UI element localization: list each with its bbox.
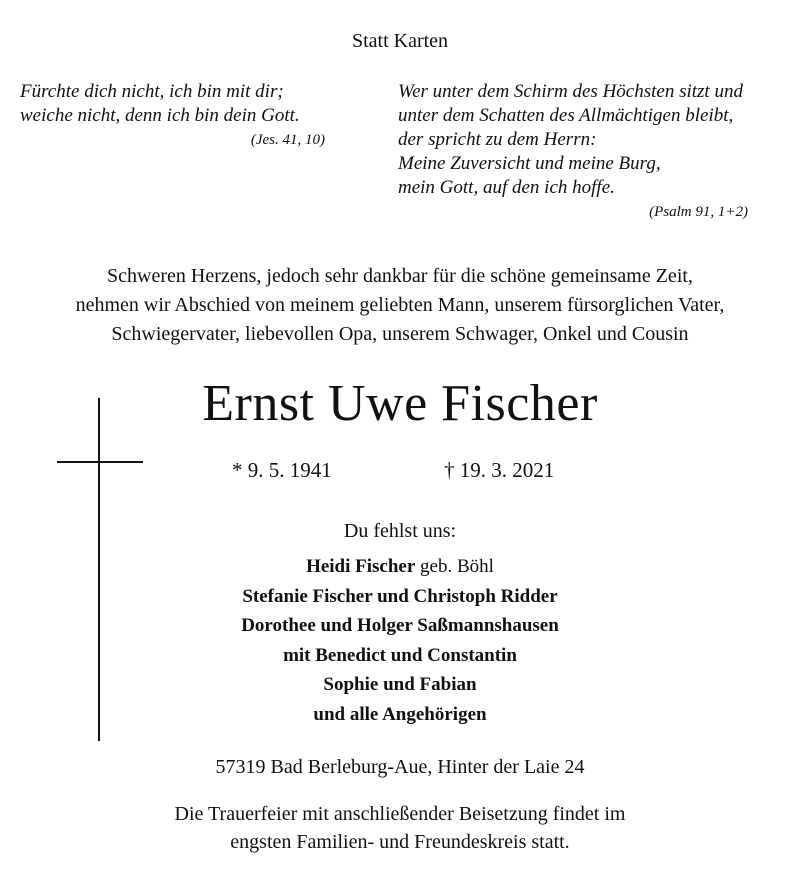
death-date: † 19. 3. 2021: [444, 458, 555, 482]
verse-reference: (Psalm 91, 1+2): [649, 204, 748, 220]
mourner-line: [0, 582, 800, 612]
mourner-name: Sophie und Fabian: [323, 674, 477, 696]
header-statt-karten: Statt Karten: [351, 30, 449, 52]
mourner-line: [0, 670, 800, 700]
funeral-info: [0, 800, 800, 856]
verse-reference: (Jes. 41, 10): [250, 132, 325, 148]
mourner-line: [0, 611, 800, 641]
mourners-list: [0, 552, 800, 730]
mourner-line: [0, 641, 800, 671]
deceased-name: Ernst Uwe Fischer: [202, 375, 598, 432]
verse-line: Wer unter dem Schirm des Höchsten sitzt und: [398, 81, 743, 102]
intro-line: Schwiegervater, liebevollen Opa, unserem Schwager, Onkel und Cousin: [111, 323, 689, 345]
intro-line: Schweren Herzens, jedoch sehr dankbar für die schöne gemeinsame Zeit,: [107, 265, 693, 287]
verse-line: Meine Zuversicht und meine Burg,: [398, 153, 661, 174]
verse-line: Fürchte dich nicht, ich bin mit dir;: [20, 81, 284, 102]
verse-line: weiche nicht, denn ich bin dein Gott.: [20, 105, 300, 126]
intro-line: nehmen wir Abschied von meinem geliebten Mann, unserem fürsorglichen Vater,: [75, 294, 725, 316]
birth-date: * 9. 5. 1941: [232, 458, 332, 482]
cross-icon-horizontal-bar: [57, 461, 143, 463]
missed-text: Du fehlst uns:: [343, 520, 457, 542]
mourner-name: und alle Angehörigen: [313, 703, 487, 725]
funeral-line: Die Trauerfeier mit anschließender Beisetzung findet im: [174, 803, 626, 825]
bible-verse-left: [20, 80, 325, 150]
bible-verse-right: [398, 80, 748, 222]
verse-line: der spricht zu dem Herrn:: [398, 129, 597, 150]
mourner-line: [0, 700, 800, 730]
mourner-line: [0, 552, 800, 582]
verse-line: unter dem Schatten des Allmächtigen bleibt,: [398, 105, 734, 126]
intro-text: [0, 262, 800, 349]
address: 57319 Bad Berleburg-Aue, Hinter der Laie 24: [215, 756, 585, 778]
mourner-name: mit Benedict und Constantin: [283, 644, 517, 666]
mourner-name: Dorothee und Holger Saßmannshausen: [241, 615, 559, 637]
funeral-line: engsten Familien- und Freundeskreis statt.: [230, 831, 570, 853]
verse-line: mein Gott, auf den ich hoffe.: [398, 177, 615, 198]
mourner-name: Heidi Fischer: [306, 556, 416, 577]
mourner-name: Stefanie Fischer und Christoph Ridder: [242, 585, 558, 607]
mourner-maiden-name: geb. Böhl: [420, 556, 494, 577]
